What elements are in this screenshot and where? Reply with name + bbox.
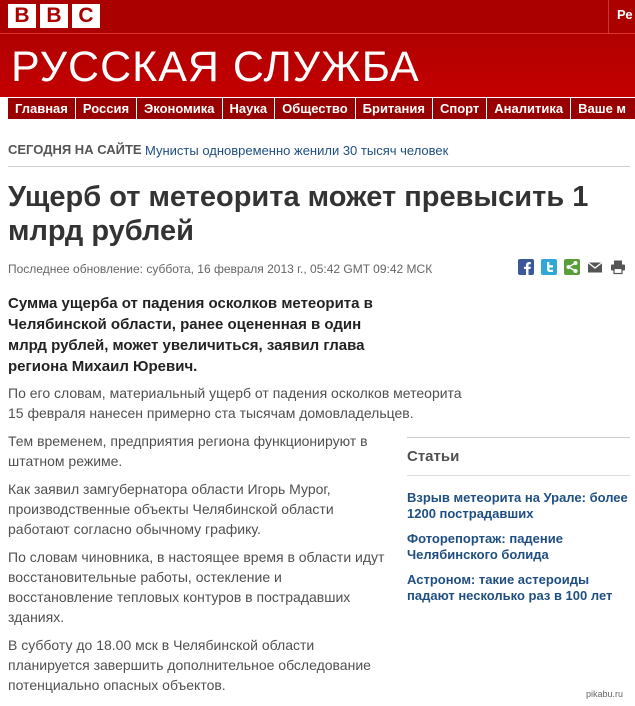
today-label: СЕГОДНЯ НА САЙТЕ (8, 142, 142, 157)
watermark: pikabu.ru (586, 689, 624, 699)
nav-item-obshchestvo[interactable]: Общество (275, 98, 356, 119)
related-article-link[interactable]: Фоторепортаж: падение Челябинского болида (407, 531, 563, 562)
today-link[interactable]: Мунисты одновременно женили 30 тысяч человек (145, 143, 449, 158)
main-nav (0, 97, 635, 121)
nav-bar (8, 98, 635, 119)
nav-item-rossiya[interactable]: Россия (76, 98, 137, 119)
nav-item-sport[interactable]: Спорт (433, 98, 487, 119)
nav-item-vashe-mnenie[interactable]: Ваше м (578, 101, 627, 116)
bbc-logo-letter: C (72, 4, 100, 28)
article-paragraph: По его словам, материальный ущерб от падения осколков метеорита 15 февраля нанесен примерно ста тысячам домовладельцев. (8, 385, 462, 421)
today-on-site (8, 135, 630, 167)
print-icon[interactable] (610, 259, 626, 275)
nav-item-ekonomika[interactable]: Экономика (137, 98, 223, 119)
related-article-link[interactable]: Астроном: такие астероиды падают несколько раз в 100 лет (407, 572, 613, 603)
masthead (0, 33, 635, 97)
article-paragraph: В субботу до 18.00 мск в Челябинской области планируется завершить дополнительное обследование потенциально опасных объектов. (8, 637, 371, 693)
article-paragraph: Тем временем, предприятия региона функционируют в штатном режиме. (8, 433, 368, 469)
nav-item-analitika[interactable]: Аналитика (487, 98, 571, 119)
email-icon[interactable] (587, 259, 603, 275)
service-title[interactable]: РУССКАЯ СЛУЖБА (11, 43, 420, 91)
bbc-logo-letter: B (40, 4, 68, 28)
sidebar-title: Статьи (407, 448, 460, 465)
last-updated: Последнее обновление: суббота, 16 февраля 2013 г., 05:42 GMT 09:42 МСК (8, 262, 433, 276)
twitter-icon[interactable] (541, 259, 557, 275)
sidebar-divider (407, 475, 630, 476)
article-paragraph: Как заявил замгубернатора области Игорь Мурог, производственные объекты Челябинской области работают согласно обычному графику. (8, 481, 334, 537)
share-icon[interactable] (564, 259, 580, 275)
article-headline: Ущерб от метеорита может превысить 1 млрд рублей (8, 181, 589, 247)
nav-item-nauka[interactable]: Наука (223, 98, 276, 119)
article-lede: Сумма ущерба от падения осколков метеорита в Челябинской области, ранее оцененная в один млрд рублей, может увеличиться, заявил глава региона Михаил Юревич. (8, 295, 373, 375)
nav-item-britaniya[interactable]: Британия (356, 98, 433, 119)
article-paragraph: По словам чиновника, в настоящее время в области идут восстановительные работы, остекление и восстановление тепловых контуров в пострадавших зданиях. (8, 549, 385, 625)
related-article-link[interactable]: Взрыв метеорита на Урале: более 1200 пострадавших (407, 490, 628, 521)
topbar-link[interactable]: Ре (617, 7, 633, 22)
facebook-icon[interactable] (518, 259, 534, 275)
bbc-logo-letter: B (8, 4, 36, 28)
topbar-divider (608, 0, 609, 33)
nav-item-glavnaya[interactable]: Главная (8, 98, 76, 119)
share-tools (518, 259, 626, 275)
related-articles (407, 437, 630, 613)
bbc-logo[interactable] (8, 4, 100, 28)
bbc-top-bar (0, 0, 635, 33)
